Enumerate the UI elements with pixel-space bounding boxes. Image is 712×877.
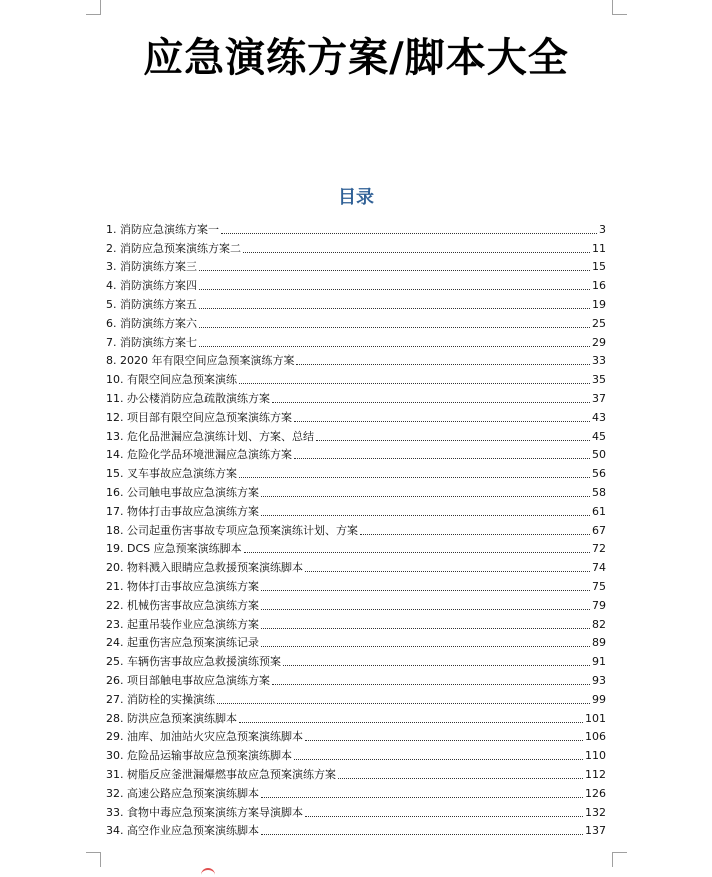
toc-entry[interactable] (106, 726, 606, 745)
toc-entry-label: 32. 高速公路应急预案演练脚本 (106, 786, 259, 800)
toc-entry-page-number: 82 (592, 617, 606, 631)
toc-entry-page-number: 45 (592, 429, 606, 443)
toc-entry-page-number: 3 (599, 222, 606, 236)
toc-entry-label: 33. 食物中毒应急预案演练方案导演脚本 (106, 805, 303, 819)
red-edit-mark (201, 868, 215, 876)
toc-dot-leader (199, 346, 590, 347)
toc-entry[interactable] (106, 481, 606, 500)
toc-entry-page-number: 79 (592, 598, 606, 612)
toc-entry-page-number: 110 (585, 749, 606, 763)
toc-entry-label: 5. 消防演练方案五 (106, 297, 197, 311)
toc-entry-page-number: 137 (585, 824, 606, 838)
toc-entry[interactable] (106, 538, 606, 557)
toc-entry[interactable] (106, 632, 606, 651)
toc-entry-label: 16. 公司触电事故应急演练方案 (106, 485, 259, 499)
toc-entry-label: 24. 起重伤害应急预案演练记录 (106, 636, 259, 650)
toc-dot-leader (305, 816, 583, 817)
toc-entry-label: 34. 高空作业应急预案演练脚本 (106, 824, 259, 838)
toc-dot-leader (338, 778, 583, 779)
page-corner-mark-bottom-left (86, 852, 101, 867)
toc-dot-leader (239, 722, 583, 723)
toc-dot-leader (199, 327, 590, 328)
toc-dot-leader (296, 364, 590, 365)
toc-entry-page-number: 91 (592, 655, 606, 669)
toc-dot-leader (272, 402, 590, 403)
toc-entry-page-number: 16 (592, 279, 606, 293)
document-title: 应急演练方案/脚本大全 (143, 34, 569, 81)
toc-entry-page-number: 101 (585, 711, 606, 725)
toc-entry[interactable] (106, 462, 606, 481)
toc-entry-label: 10. 有限空间应急预案演练 (106, 373, 237, 387)
toc-entry-label: 21. 物体打击事故应急演练方案 (106, 579, 259, 593)
toc-entry-label: 17. 物体打击事故应急演练方案 (106, 504, 259, 518)
toc-entry[interactable] (106, 293, 606, 312)
toc-entry[interactable] (106, 256, 606, 275)
toc-entry-label: 13. 危化品泄漏应急演练计划、方案、总结 (106, 429, 314, 443)
toc-entry-label: 6. 消防演练方案六 (106, 316, 197, 330)
toc-entry-label: 25. 车辆伤害事故应急救援演练预案 (106, 655, 281, 669)
toc-dot-leader (239, 383, 590, 384)
toc-entry-label: 19. DCS 应急预案演练脚本 (106, 542, 242, 556)
toc-entry[interactable] (106, 274, 606, 293)
toc-dot-leader (261, 834, 583, 835)
toc-entry-label: 18. 公司起重伤害事故专项应急预案演练计划、方案 (106, 523, 358, 537)
toc-entry[interactable] (106, 650, 606, 669)
toc-dot-leader (261, 496, 590, 497)
toc-entry-label: 8. 2020 年有限空间应急预案演练方案 (106, 354, 295, 368)
toc-dot-leader (243, 252, 590, 253)
toc-entry-page-number: 74 (592, 561, 606, 575)
toc-entry-page-number: 72 (592, 542, 606, 556)
toc-entry-label: 22. 机械伤害事故应急演练方案 (106, 598, 259, 612)
toc-entry[interactable] (106, 519, 606, 538)
toc-entry[interactable] (106, 782, 606, 801)
toc-entry-label: 12. 项目部有限空间应急预案演练方案 (106, 410, 292, 424)
toc-entry-page-number: 29 (592, 335, 606, 349)
toc-dot-leader (199, 289, 590, 290)
page-corner-mark-bottom-right (612, 852, 627, 867)
toc-dot-leader (294, 458, 590, 459)
toc-entry[interactable] (106, 350, 606, 369)
toc-dot-leader (199, 308, 590, 309)
toc-entry-label: 3. 消防演练方案三 (106, 260, 197, 274)
toc-entry-page-number: 56 (592, 467, 606, 481)
toc-entry[interactable] (106, 500, 606, 519)
toc-heading: 目录 (338, 187, 374, 208)
toc-entry-label: 1. 消防应急演练方案一 (106, 222, 219, 236)
toc-entry-page-number: 126 (585, 786, 606, 800)
toc-entry[interactable] (106, 594, 606, 613)
toc-entry-label: 20. 物料溅入眼睛应急救援预案演练脚本 (106, 561, 303, 575)
toc-entry[interactable] (106, 669, 606, 688)
toc-dot-leader (261, 590, 590, 591)
toc-entry[interactable] (106, 368, 606, 387)
toc-entry-label: 11. 办公楼消防应急疏散演练方案 (106, 391, 270, 405)
toc-entry-label: 31. 树脂反应釜泄漏爆燃事故应急预案演练方案 (106, 767, 336, 781)
toc-entry-label: 2. 消防应急预案演练方案二 (106, 241, 241, 255)
toc-entry-page-number: 58 (592, 485, 606, 499)
toc-entry[interactable] (106, 707, 606, 726)
toc-dot-leader (239, 477, 590, 478)
toc-dot-leader (294, 759, 583, 760)
toc-entry[interactable] (106, 237, 606, 256)
toc-entry-label: 28. 防洪应急预案演练脚本 (106, 711, 237, 725)
toc-entry-label: 14. 危险化学品环境泄漏应急演练方案 (106, 448, 292, 462)
toc-entry[interactable] (106, 763, 606, 782)
toc-entry[interactable] (106, 801, 606, 820)
toc-dot-leader (261, 797, 583, 798)
toc-entry[interactable] (106, 688, 606, 707)
toc-entry-page-number: 35 (592, 373, 606, 387)
toc-entry-page-number: 50 (592, 448, 606, 462)
toc-entry-page-number: 93 (592, 673, 606, 687)
toc-entry[interactable] (106, 613, 606, 632)
toc-entry-page-number: 112 (585, 767, 606, 781)
page-corner-mark-top-right (612, 0, 627, 15)
toc-entry-page-number: 61 (592, 504, 606, 518)
toc-entry-page-number: 67 (592, 523, 606, 537)
toc-entry-page-number: 106 (585, 730, 606, 744)
toc-entry[interactable] (106, 406, 606, 425)
toc-dot-leader (294, 421, 590, 422)
toc-entry[interactable] (106, 331, 606, 350)
toc-entry-page-number: 33 (592, 354, 606, 368)
toc-entry-page-number: 89 (592, 636, 606, 650)
toc-entry-page-number: 37 (592, 391, 606, 405)
toc-entry-page-number: 19 (592, 297, 606, 311)
toc-entry-label: 4. 消防演练方案四 (106, 279, 197, 293)
toc-dot-leader (360, 534, 590, 535)
toc-dot-leader (272, 684, 590, 685)
page-corner-mark-top-left (86, 0, 101, 15)
toc-entry[interactable] (106, 444, 606, 463)
toc-entry-page-number: 75 (592, 579, 606, 593)
toc-entry-label: 29. 油库、加油站火灾应急预案演练脚本 (106, 730, 303, 744)
toc-entry[interactable] (106, 312, 606, 331)
toc-entry-label: 15. 叉车事故应急演练方案 (106, 467, 237, 481)
toc-entry[interactable] (106, 425, 606, 444)
toc-entry[interactable] (106, 575, 606, 594)
toc-dot-leader (305, 740, 583, 741)
toc-entry-page-number: 15 (592, 260, 606, 274)
toc-dot-leader (261, 609, 590, 610)
toc-entry-label: 27. 消防栓的实操演练 (106, 692, 215, 706)
toc-entry-page-number: 11 (592, 241, 606, 255)
toc-dot-leader (199, 270, 590, 271)
toc-entry-page-number: 25 (592, 316, 606, 330)
toc-entry-page-number: 99 (592, 692, 606, 706)
toc-entry-label: 23. 起重吊装作业应急演练方案 (106, 617, 259, 631)
toc-dot-leader (316, 440, 590, 441)
toc-entry-page-number: 43 (592, 410, 606, 424)
table-of-contents (106, 218, 606, 838)
toc-entry-label: 7. 消防演练方案七 (106, 335, 197, 349)
toc-dot-leader (221, 233, 597, 234)
toc-entry[interactable] (106, 820, 606, 839)
toc-entry-label: 26. 项目部触电事故应急演练方案 (106, 673, 270, 687)
toc-dot-leader (217, 703, 590, 704)
toc-entry-label: 30. 危险品运输事故应急预案演练脚本 (106, 749, 292, 763)
toc-entry-page-number: 132 (585, 805, 606, 819)
toc-dot-leader (261, 628, 590, 629)
toc-dot-leader (261, 515, 590, 516)
toc-entry[interactable] (106, 556, 606, 575)
toc-entry[interactable] (106, 218, 606, 237)
toc-dot-leader (283, 665, 590, 666)
toc-entry[interactable] (106, 387, 606, 406)
toc-dot-leader (261, 646, 590, 647)
toc-dot-leader (244, 552, 590, 553)
toc-entry[interactable] (106, 744, 606, 763)
toc-dot-leader (305, 571, 590, 572)
